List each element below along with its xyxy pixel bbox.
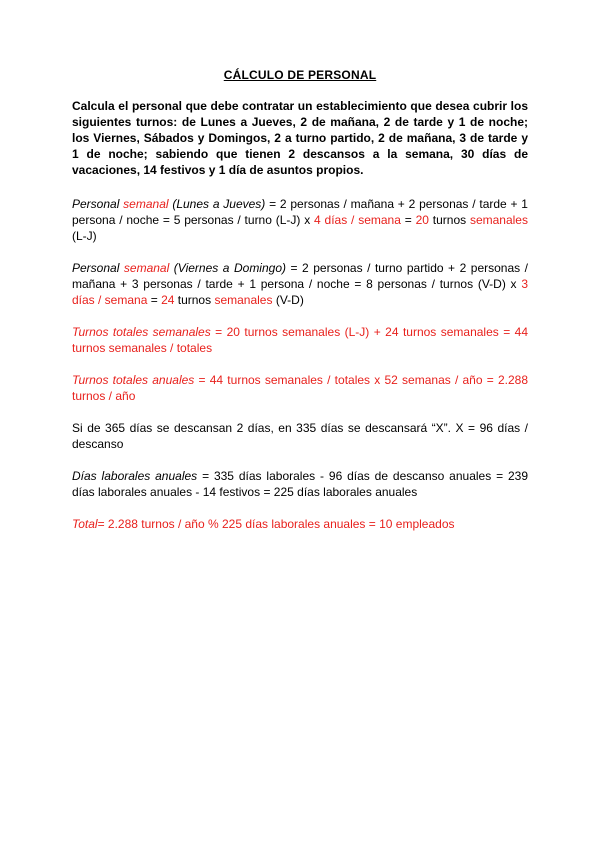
paragraph-total-employees bbox=[72, 516, 528, 532]
label-semanal: semanal bbox=[123, 197, 169, 211]
range-suffix: (V-D) bbox=[272, 293, 304, 307]
equals-text: = bbox=[147, 293, 162, 307]
paragraph-weekly-staff-fri-sun bbox=[72, 260, 528, 308]
label-range: (Lunes a Jueves) bbox=[172, 197, 266, 211]
turnos-text: turnos bbox=[174, 293, 215, 307]
label-range: (Viernes a Domingo) bbox=[173, 261, 286, 275]
formula-text: = 335 días laborales - 96 días de descanso anuales = 239 días laborales anuales - 14 festivos = 225 días laborales anuales bbox=[72, 469, 528, 499]
label-personal: Personal bbox=[72, 261, 120, 275]
days-per-week: 3 días / semana bbox=[72, 277, 528, 307]
range-suffix: (L-J) bbox=[72, 229, 97, 243]
days-per-week: 4 días / semana bbox=[314, 213, 401, 227]
document-title: CÁLCULO DE PERSONAL bbox=[223, 68, 377, 82]
paragraph-rest-days: Si de 365 días se descansan 2 días, en 335 días se descansará “X”. X = 96 días / descanso bbox=[72, 421, 528, 451]
label-annual-total: Turnos totales anuales bbox=[72, 373, 195, 387]
paragraph-weekly-staff-mon-thu bbox=[72, 196, 528, 244]
label-total: Total bbox=[72, 517, 98, 531]
turnos-text: turnos bbox=[428, 213, 470, 227]
formula-text: = 2 personas / mañana + 2 personas / tarde + 1 persona / noche = 5 personas / turno (L-J) x bbox=[72, 197, 528, 227]
paragraph-annual-total-shifts bbox=[72, 372, 528, 404]
label-weekly-total: Turnos totales semanales bbox=[72, 325, 211, 339]
formula-text: = 20 turnos semanales (L-J) + 24 turnos semanales = 44 turnos semanales / totales bbox=[72, 325, 528, 355]
label-working-days: Días laborales anuales bbox=[72, 469, 198, 483]
formula-text: = 2.288 turnos / año % 225 días laborales anuales = 10 empleados bbox=[97, 517, 455, 531]
paragraph-working-days bbox=[72, 468, 528, 500]
result-value: 24 bbox=[161, 293, 175, 307]
paragraph-weekly-total-shifts bbox=[72, 324, 528, 356]
label-semanal: semanal bbox=[123, 261, 170, 275]
formula-text: = 44 turnos semanales / totales x 52 semanas / año = 2.288 turnos / año bbox=[72, 373, 529, 403]
problem-statement: Calcula el personal que debe contratar un establecimiento que desea cubrir los siguientes turnos: de Lunes a Jueves, 2 de mañana, 2 de tarde y 1 de noche; los Viernes, Sábados y Domingos, 2 a turno partido, 2 de mañana, 3 de tarde y 1 de noche; sabiendo que tienen 2 descansos a la semana, 30 días de vacaciones, 14 festivos y 1 día de asuntos propios. bbox=[72, 99, 528, 177]
equals-text: = bbox=[400, 213, 416, 227]
result-value: 20 bbox=[415, 213, 429, 227]
semanales-text: semanales bbox=[469, 213, 528, 227]
label-personal: Personal bbox=[72, 197, 120, 211]
formula-text: = 2 personas / turno partido + 2 personas / mañana + 3 personas / tarde + 1 persona / noche = 8 personas / turnos (V-D) x bbox=[72, 261, 528, 291]
document-body bbox=[72, 68, 528, 548]
semanales-text: semanales bbox=[214, 293, 273, 307]
